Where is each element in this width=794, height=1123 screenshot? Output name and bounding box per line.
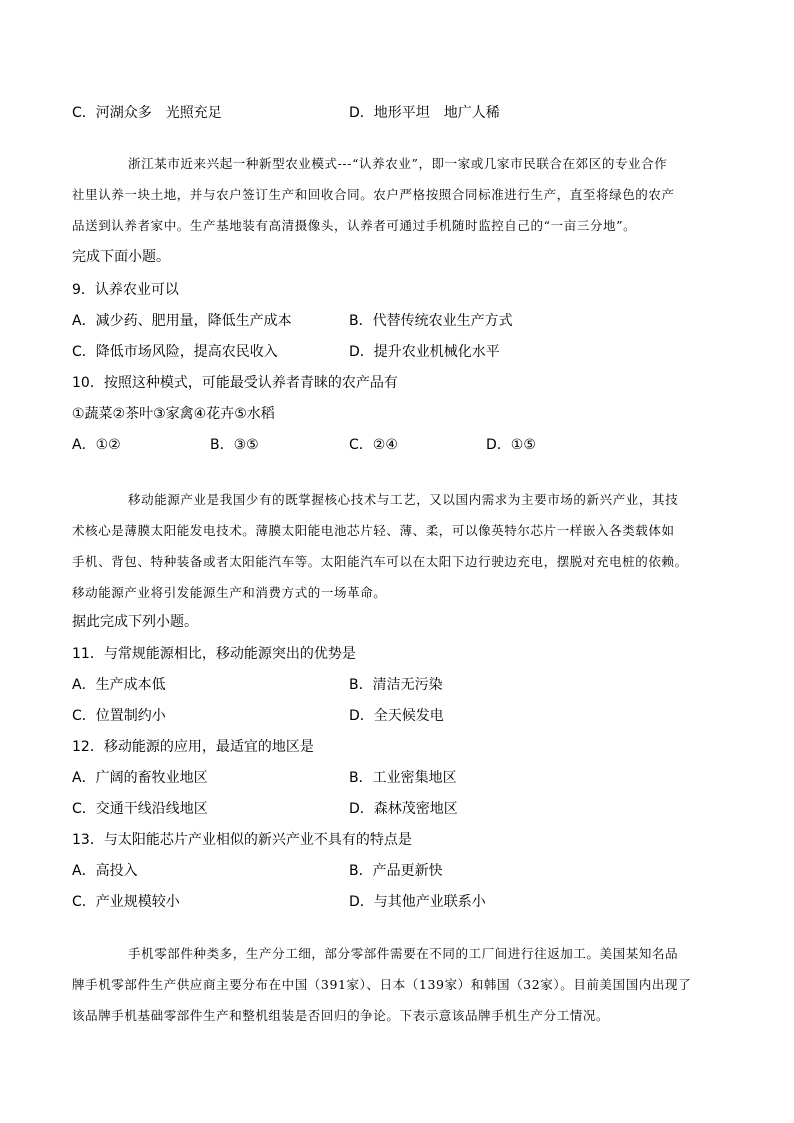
passage3-line-3: 该品牌手机基础零部件生产和整机组装是否回归的争论。下表示意该品牌手机生产分工情况。 (72, 1008, 610, 1023)
passage2-line-3: 手机、背包、特种装备或者太阳能汽车等。太阳能汽车可以在太阳下边行驶边充电，摆脱对充电桩的依赖。 (72, 554, 688, 569)
q11-option-c[interactable]: C．位置制约小 (72, 708, 166, 724)
q12-option-d[interactable]: D．森林茂密地区 (349, 801, 458, 817)
q8-option-c[interactable]: C．河湖众多 光照充足 (72, 105, 222, 121)
q11-stem: 11．与常规能源相比，移动能源突出的优势是 (72, 646, 356, 662)
passage1-line-2: 社里认养一块土地，并与农户签订生产和回收合同。农户严格按照合同标准进行生产，直至将绿色的农产 (72, 187, 675, 202)
passage2-instruction: 据此完成下列小题。 (72, 614, 198, 630)
q12-option-b[interactable]: B．工业密集地区 (349, 770, 457, 786)
q13-option-d[interactable]: D．与其他产业联系小 (349, 894, 486, 910)
q12-stem: 12．移动能源的应用，最适宜的地区是 (72, 739, 314, 755)
q13-option-a[interactable]: A．高投入 (72, 863, 138, 879)
q10-option-b[interactable]: B．③⑤ (210, 437, 259, 453)
passage-renyang-agriculture (72, 148, 724, 241)
q13-option-c[interactable]: C．产业规模较小 (72, 894, 180, 910)
q13-option-b[interactable]: B．产品更新快 (349, 863, 443, 879)
passage-phone-production (72, 938, 724, 1031)
q9-option-c[interactable]: C．降低市场风险，提高农民收入 (72, 344, 278, 360)
q10-option-a[interactable]: A．①② (72, 437, 121, 453)
q10-option-d[interactable]: D．①⑤ (486, 437, 536, 453)
q13-stem: 13．与太阳能芯片产业相似的新兴产业不具有的特点是 (72, 832, 412, 848)
passage2-line-1: 移动能源产业是我国少有的既掌握核心技术与工艺，又以国内需求为主要市场的新兴产业，其技 (128, 492, 679, 507)
q8-option-d[interactable]: D．地形平坦 地广人稀 (349, 105, 500, 121)
q12-option-a[interactable]: A．广阔的畜牧业地区 (72, 770, 208, 786)
q9-stem: 9．认养农业可以 (72, 282, 179, 298)
passage3-line-1: 手机零部件种类多，生产分工细，部分零部件需要在不同的工厂间进行往返加工。美国某知名品 (128, 946, 679, 961)
q9-option-d[interactable]: D．提升农业机械化水平 (349, 344, 500, 360)
passage1-line-1: 浙江某市近来兴起一种新型农业模式---“认养农业”，即一家或几家市民联合在郊区的专业合作 (128, 156, 668, 171)
passage1-instruction: 完成下面小题。 (72, 249, 170, 265)
q10-stem: 10．按照这种模式，可能最受认养者青睐的农产品有 (72, 375, 398, 391)
passage2-line-4: 移动能源产业将引发能源生产和消费方式的一场革命。 (72, 585, 387, 600)
q9-option-a[interactable]: A．减少药、肥用量，降低生产成本 (72, 313, 292, 329)
q11-option-a[interactable]: A．生产成本低 (72, 677, 166, 693)
q11-option-d[interactable]: D．全天候发电 (349, 708, 444, 724)
passage-mobile-energy (72, 484, 724, 608)
passage3-line-2: 牌手机零部件生产供应商主要分布在中国（391家）、日本（139家）和韩国（32家）。目前美国国内出现了 (72, 977, 692, 992)
q9-option-b[interactable]: B．代替传统农业生产方式 (349, 313, 513, 329)
q10-option-c[interactable]: C．②④ (349, 437, 398, 453)
q11-option-b[interactable]: B．清洁无污染 (349, 677, 443, 693)
passage1-line-3: 品送到认养者家中。生产基地装有高清摄像头，认养者可通过手机随时监控自己的“一亩三分地”。 (72, 218, 637, 233)
q12-option-c[interactable]: C．交通干线沿线地区 (72, 801, 208, 817)
q10-items: ①蔬菜②茶叶③家禽④花卉⑤水稻 (72, 406, 275, 422)
passage2-line-2: 术核心是薄膜太阳能发电技术。薄膜太阳能电池芯片轻、薄、柔，可以像英特尔芯片一样嵌入各类载体如 (72, 523, 675, 538)
